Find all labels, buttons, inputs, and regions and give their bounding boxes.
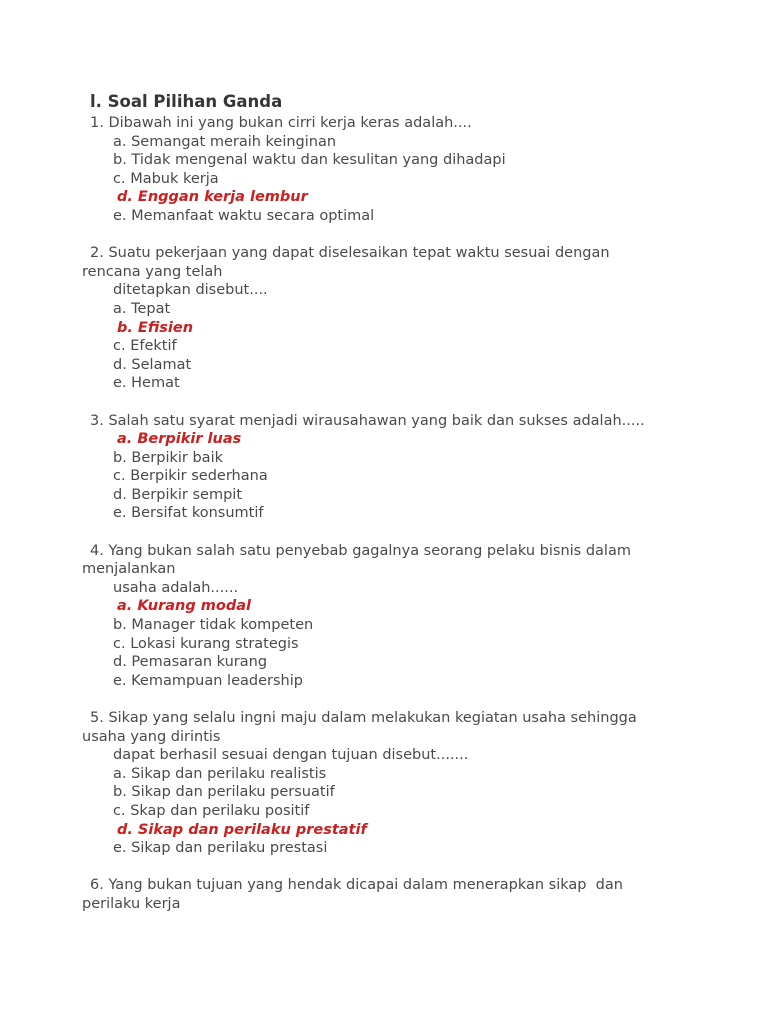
- question-text: 3. Salah satu syarat menjadi wirausahawan yang baik dan sukses adalah.....: [90, 412, 645, 429]
- option: b. Berpikir baik: [113, 449, 223, 466]
- option: c. Efektif: [113, 338, 177, 355]
- question-block: [0, 412, 768, 524]
- question-text: 5. Sikap yang selalu ingni maju dalam melakukan kegiatan usaha sehingga: [90, 710, 637, 726]
- option: b. Sikap dan perilaku persuatif: [113, 784, 335, 801]
- answer-option: a. Kurang modal: [117, 598, 251, 615]
- option: a. Semangat meraih keinginan: [113, 133, 337, 150]
- answer-option: d. Enggan kerja lembur: [117, 189, 308, 206]
- answer-option: d. Sikap dan perilaku prestatif: [117, 821, 367, 838]
- option: e. Bersifat konsumtif: [113, 505, 264, 522]
- option: e. Kemampuan leadership: [113, 672, 303, 689]
- option: d. Pemasaran kurang: [113, 654, 268, 671]
- question-block: [0, 709, 768, 858]
- question-text: 2. Suatu pekerjaan yang dapat diselesaikan tepat waktu sesuai dengan: [90, 245, 610, 262]
- option: b. Tidak mengenal waktu dan kesulitan yang dihadapi: [113, 152, 506, 169]
- question-text: 6. Yang bukan tujuan yang hendak dicapai dalam menerapkan sikap dan: [90, 877, 623, 894]
- question-block: [0, 542, 768, 691]
- option: c. Berpikir sederhana: [113, 468, 268, 485]
- option: c. Skap dan perilaku positif: [113, 802, 310, 819]
- question-block: [0, 876, 768, 913]
- question-continuation-indented: ditetapkan disebut....: [113, 282, 268, 299]
- option: d. Berpikir sempit: [113, 486, 242, 503]
- option: e. Sikap dan perilaku prestasi: [113, 840, 328, 857]
- question-continuation: menjalankan: [82, 561, 176, 578]
- option: b. Manager tidak kompeten: [113, 617, 314, 634]
- option: a. Tepat: [113, 300, 171, 317]
- answer-option: b. Efisien: [117, 319, 194, 336]
- option: e. Memanfaat waktu secara optimal: [113, 207, 375, 224]
- document-content: [0, 91, 768, 932]
- option: c. Mabuk kerja: [113, 170, 219, 187]
- answer-option: a. Berpikir luas: [117, 431, 242, 448]
- question-continuation: usaha yang dirintis: [82, 728, 221, 745]
- question-text: 1. Dibawah ini yang bukan cirri kerja keras adalah....: [90, 115, 472, 131]
- option: d. Selamat: [113, 356, 192, 373]
- question-block: [0, 114, 768, 226]
- section-title: l. Soal Pilihan Ganda: [90, 92, 283, 111]
- question-text: 4. Yang bukan salah satu penyebab gagalnya seorang pelaku bisnis dalam: [90, 542, 631, 559]
- question-continuation: perilaku kerja: [82, 895, 181, 912]
- question-list: [0, 114, 768, 914]
- question-continuation-indented: usaha adalah......: [113, 579, 239, 596]
- question-block: [0, 244, 768, 393]
- question-continuation: rencana yang telah: [82, 263, 223, 280]
- option: e. Hemat: [113, 375, 180, 392]
- question-continuation-indented: dapat berhasil sesuai dengan tujuan disebut.......: [113, 747, 469, 764]
- option: a. Sikap dan perilaku realistis: [113, 765, 327, 782]
- option: c. Lokasi kurang strategis: [113, 635, 299, 652]
